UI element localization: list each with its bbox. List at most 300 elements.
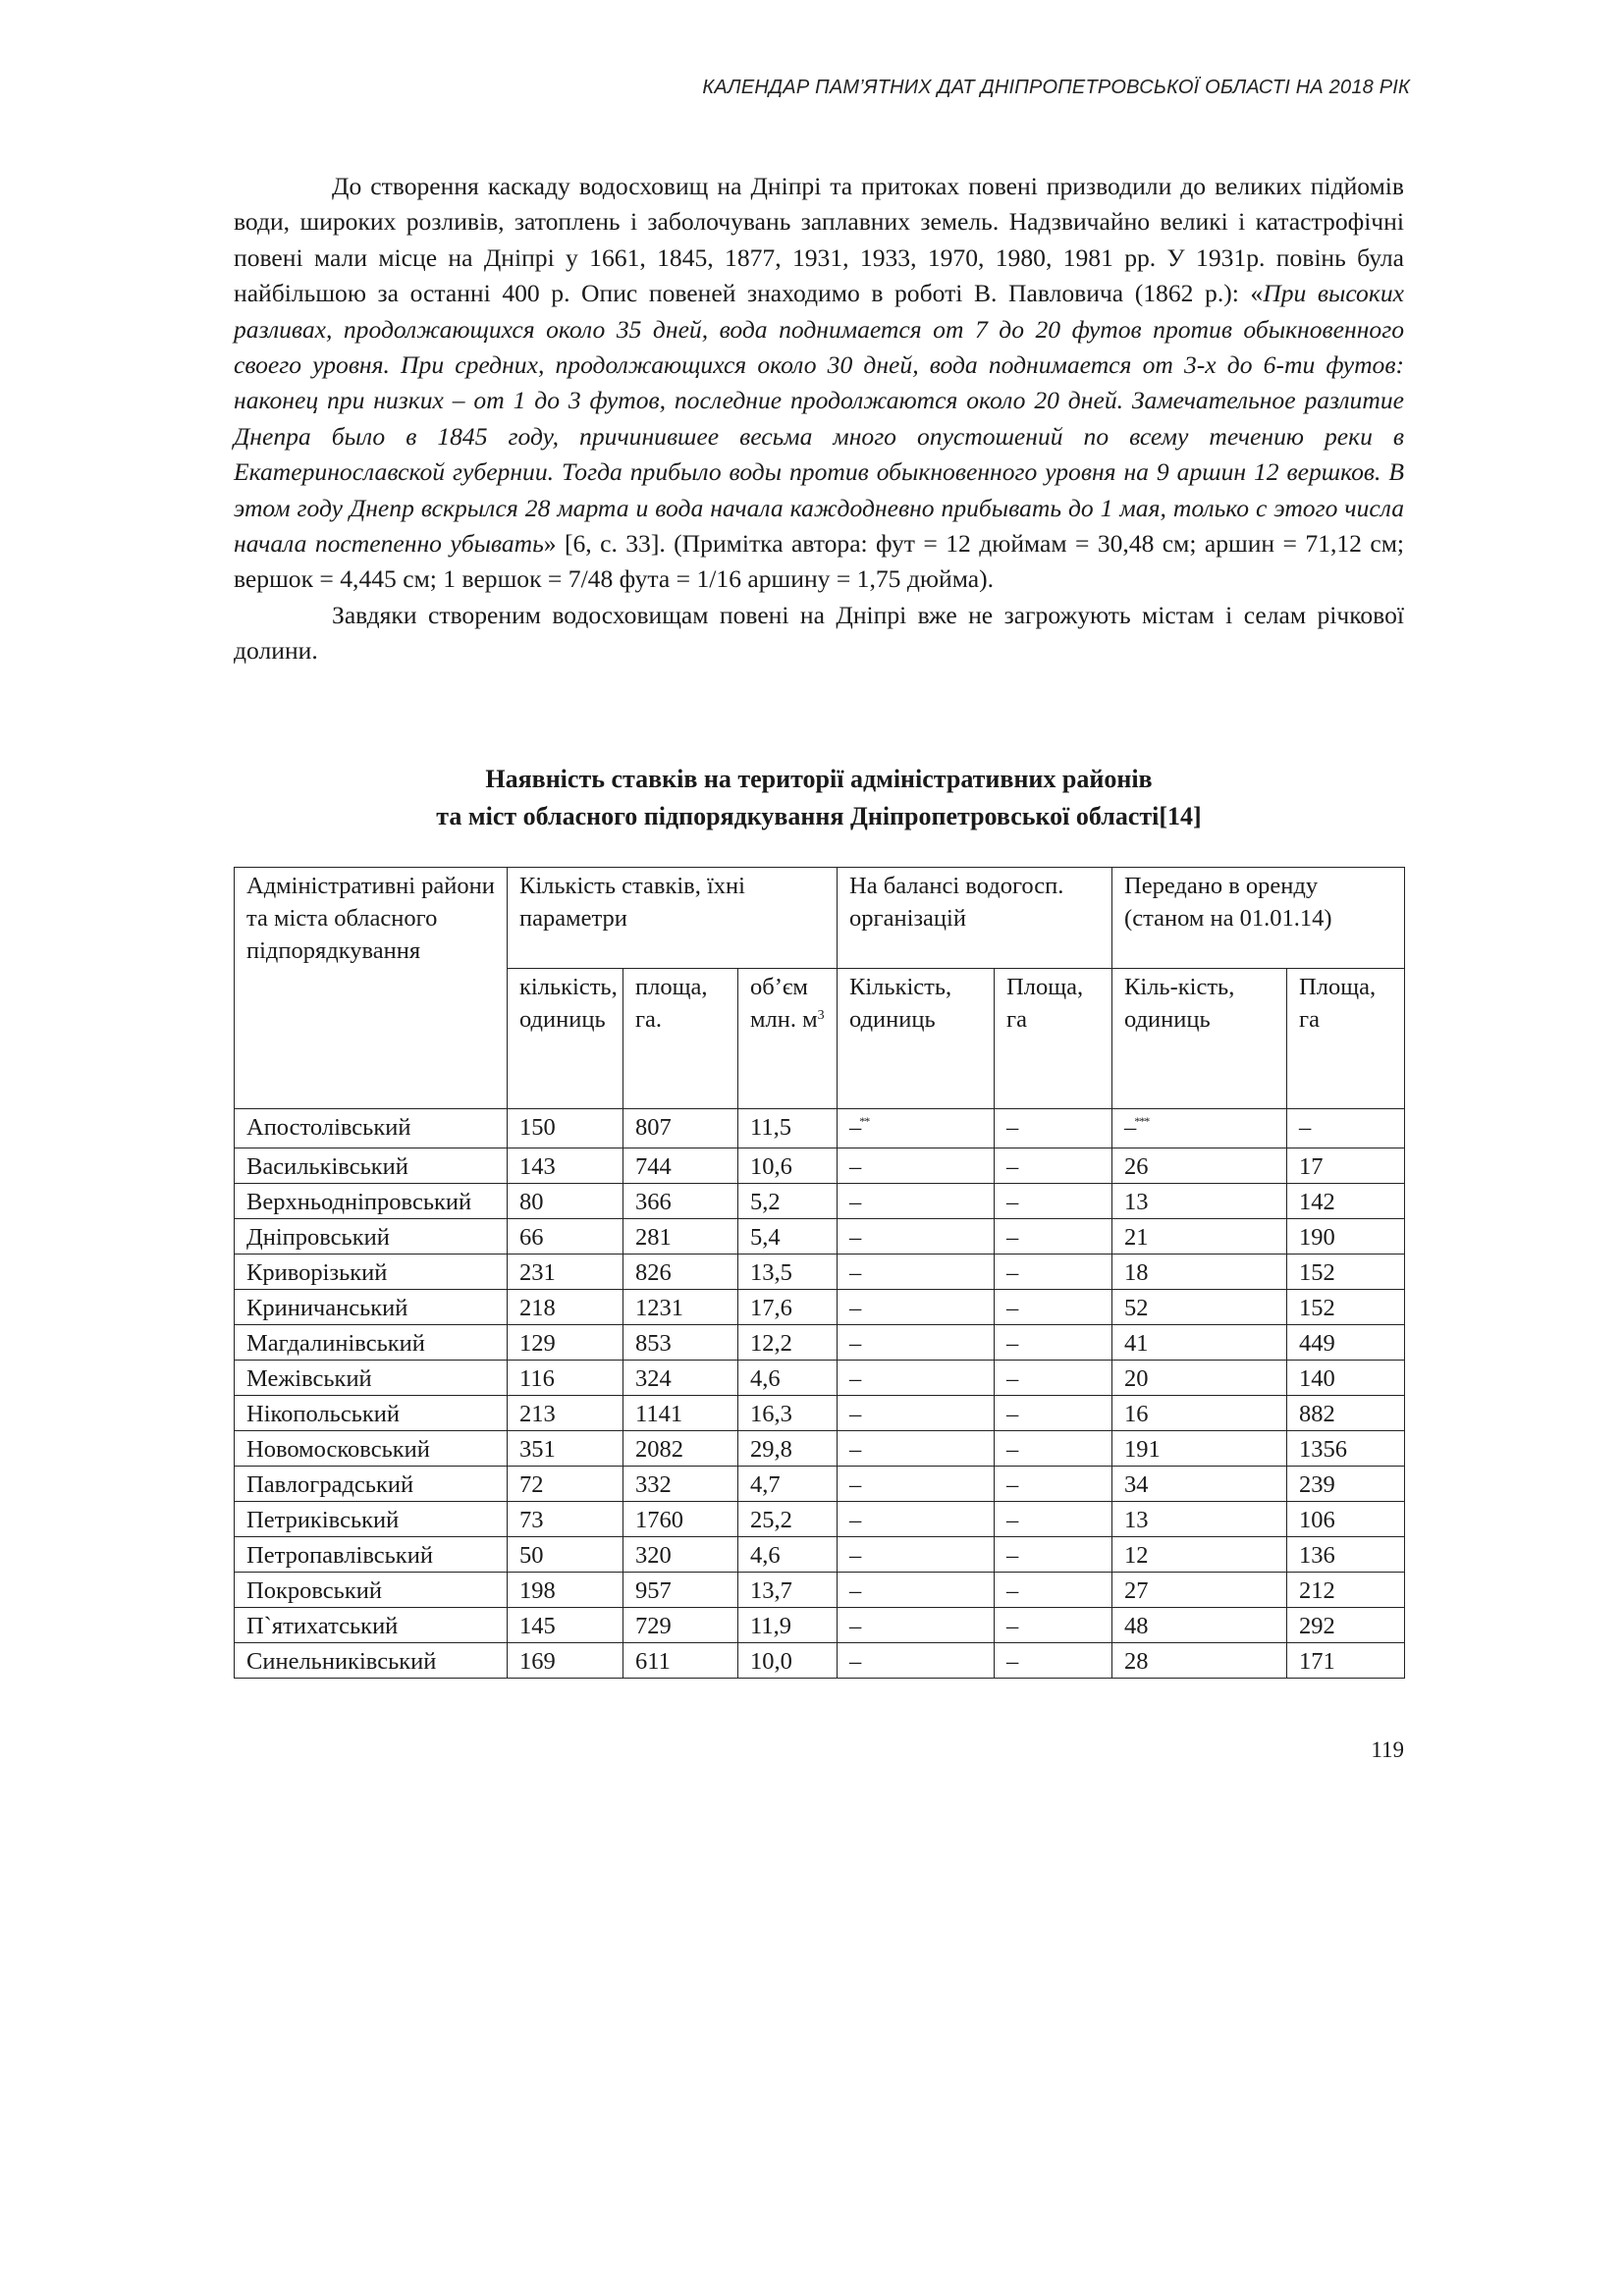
- cell-value: Криничанський: [246, 1295, 408, 1321]
- cell-volume: [738, 1396, 838, 1431]
- table-row: [235, 1325, 1405, 1361]
- cell-count: [508, 1396, 623, 1431]
- cell-value: –: [849, 1613, 862, 1639]
- cell-value: 807: [635, 1114, 672, 1141]
- cell-name: [235, 1255, 508, 1290]
- cell-bal-count: [838, 1184, 995, 1219]
- cell-value: Магдалинівський: [246, 1330, 425, 1357]
- cell-count: [508, 1255, 623, 1290]
- cell-lease-count: [1112, 1537, 1287, 1573]
- cell-value: Новомосковський: [246, 1436, 430, 1463]
- cell-count: [508, 1325, 623, 1361]
- cell-value: 4,6: [750, 1542, 781, 1569]
- cell-lease-area: [1287, 1255, 1405, 1290]
- cell-volume: [738, 1643, 838, 1679]
- cell-count: [508, 1361, 623, 1396]
- cell-value: 190: [1299, 1224, 1335, 1251]
- header-lease: Передано в оренду (станом на 01.01.14): [1112, 868, 1405, 969]
- cell-bal-count: [838, 1361, 995, 1396]
- cell-value: 449: [1299, 1330, 1335, 1357]
- cell-bal-count: [838, 1573, 995, 1608]
- cell-value: 218: [519, 1295, 556, 1321]
- cell-bal-count: [838, 1502, 995, 1537]
- cell-value: 957: [635, 1577, 672, 1604]
- cell-value: 1356: [1299, 1436, 1348, 1463]
- superscript-3: 3: [817, 1008, 825, 1023]
- cell-value: –: [849, 1542, 862, 1569]
- cell-value: 5,4: [750, 1224, 781, 1251]
- cell-value: –: [1006, 1330, 1019, 1357]
- table-row: [235, 1219, 1405, 1255]
- cell-value: –: [1006, 1153, 1019, 1180]
- cell-value: 17: [1299, 1153, 1324, 1180]
- cell-value: 26: [1124, 1153, 1149, 1180]
- cell-bal-area: [995, 1608, 1112, 1643]
- cell-lease-count: [1112, 1467, 1287, 1502]
- cell-value: 11,5: [750, 1114, 791, 1141]
- cell-value: 106: [1299, 1507, 1335, 1533]
- cell-bal-area: [995, 1431, 1112, 1467]
- cell-value: 324: [635, 1365, 672, 1392]
- cell-value: –: [1006, 1542, 1019, 1569]
- cell-count: [508, 1502, 623, 1537]
- cell-count: [508, 1219, 623, 1255]
- cell-lease-count: [1112, 1255, 1287, 1290]
- subheader-count: кількість, одиниць: [508, 969, 623, 1109]
- header-region: Адміністративні райони та міста обласного підпорядкування: [235, 868, 508, 1109]
- cell-value: –: [849, 1259, 862, 1286]
- cell-bal-count: [838, 1325, 995, 1361]
- cell-value: 72: [519, 1471, 544, 1498]
- cell-name: [235, 1643, 508, 1679]
- cell-count: [508, 1148, 623, 1184]
- cell-value: 4,6: [750, 1365, 781, 1392]
- cell-value: 28: [1124, 1648, 1149, 1675]
- cell-area: [623, 1431, 738, 1467]
- page-number: 119: [1371, 1737, 1404, 1762]
- cell-value: Дніпровський: [246, 1224, 390, 1251]
- cell-area: [623, 1643, 738, 1679]
- cell-volume: [738, 1431, 838, 1467]
- cell-value: 853: [635, 1330, 672, 1357]
- cell-area: [623, 1290, 738, 1325]
- table-row: [235, 1396, 1405, 1431]
- cell-value: 744: [635, 1153, 672, 1180]
- cell-value: П`ятихатський: [246, 1613, 399, 1639]
- cell-area: [623, 1325, 738, 1361]
- cell-value: Синельниківський: [246, 1648, 437, 1675]
- cell-bal-count: [838, 1608, 995, 1643]
- cell-count: [508, 1608, 623, 1643]
- cell-lease-area: [1287, 1608, 1405, 1643]
- cell-bal-count: [838, 1431, 995, 1467]
- cell-value: Верхньодніпровський: [246, 1189, 472, 1215]
- table-row: [235, 1431, 1405, 1467]
- cell-name: [235, 1148, 508, 1184]
- cell-value: 191: [1124, 1436, 1161, 1463]
- cell-lease-count: [1112, 1643, 1287, 1679]
- paragraph-text: До створення каскаду водосховищ на Дніпрі та притоках повені призводили до великих підйомів води, широких розливів, затоплень і заболочувань заплавних земель. Надзвичайно великі і катастрофічні повені мали місце на Дніпрі у 1661, 1845, 1877, 1931, 1933, 1970, 1980, 1981 рр. У 1931р. повінь була найбільшою за останні 400 р. Опис повеней знаходимо в роботі В. Павловича (1862 р.): «: [234, 172, 1404, 308]
- cell-lease-count: [1112, 1184, 1287, 1219]
- cell-bal-count: [838, 1643, 995, 1679]
- cell-volume: [738, 1573, 838, 1608]
- cell-value: –: [1124, 1114, 1137, 1141]
- cell-bal-area: [995, 1361, 1112, 1396]
- cell-value: 1760: [635, 1507, 683, 1533]
- cell-bal-count: [838, 1396, 995, 1431]
- subheader-lease-area: Площа, га: [1287, 969, 1405, 1109]
- cell-area: [623, 1608, 738, 1643]
- cell-value: 198: [519, 1577, 556, 1604]
- table-header-row: [235, 868, 1405, 969]
- cell-value: –: [849, 1436, 862, 1463]
- table-row: [235, 1361, 1405, 1396]
- cell-value: 152: [1299, 1295, 1335, 1321]
- table-title-line2: та міст обласного підпорядкування Дніпропетровської області[14]: [436, 802, 1202, 830]
- cell-area: [623, 1219, 738, 1255]
- cell-value: –: [1006, 1613, 1019, 1639]
- table-row: [235, 1290, 1405, 1325]
- cell-lease-count: [1112, 1502, 1287, 1537]
- cell-value: –: [1006, 1365, 1019, 1392]
- subheader-volume-text: об’єм млн. м: [750, 974, 818, 1033]
- cell-value: 13,7: [750, 1577, 792, 1604]
- cell-lease-count: [1112, 1109, 1287, 1148]
- cell-area: [623, 1537, 738, 1573]
- cell-value: 213: [519, 1401, 556, 1427]
- table-row: [235, 1148, 1405, 1184]
- cell-area: [623, 1396, 738, 1431]
- cell-value: 29,8: [750, 1436, 792, 1463]
- cell-lease-area: [1287, 1502, 1405, 1537]
- cell-volume: [738, 1255, 838, 1290]
- cell-value: 73: [519, 1507, 544, 1533]
- cell-value: –: [1006, 1401, 1019, 1427]
- cell-lease-area: [1287, 1290, 1405, 1325]
- cell-value: 136: [1299, 1542, 1335, 1569]
- cell-bal-area: [995, 1643, 1112, 1679]
- cell-name: [235, 1431, 508, 1467]
- cell-bal-count: [838, 1219, 995, 1255]
- cell-value: –: [849, 1577, 862, 1604]
- cell-value: 171: [1299, 1648, 1335, 1675]
- cell-volume: [738, 1148, 838, 1184]
- cell-value: 5,2: [750, 1189, 781, 1215]
- cell-value: 152: [1299, 1259, 1335, 1286]
- cell-lease-count: [1112, 1396, 1287, 1431]
- cell-area: [623, 1109, 738, 1148]
- cell-count: [508, 1109, 623, 1148]
- cell-value: Покровський: [246, 1577, 382, 1604]
- cell-name: [235, 1184, 508, 1219]
- cell-value: 882: [1299, 1401, 1335, 1427]
- quotation-pavlovich: При высоких разливах, продолжающихся около 35 дней, вода поднимается от 7 до 20 футов против обыкновенного своего уровня. При средних, продолжающихся около 30 дней, вода поднимается от 3-х до 6-ти футов: наконец при низких – от 1 до 3 футов, последние продолжаются около 20 дней. Замечательное разлитие Днепра было в 1845 году, причинившее весьма много опустошений по всему течению реки в Екатеринославской губернии. Тогда прибыло воды против обыкновенного уровня на 9 аршин 12 вершков. В этом году Днепр вскрылся 28 марта и вода начала каждодневно прибывать до 1 мая, только с этого числа начала постепенно убывать: [234, 279, 1404, 559]
- cell-bal-area: [995, 1537, 1112, 1573]
- cell-name: [235, 1109, 508, 1148]
- table-row: [235, 1573, 1405, 1608]
- cell-value: –: [849, 1114, 862, 1141]
- cell-value: 611: [635, 1648, 671, 1675]
- cell-value: –: [849, 1401, 862, 1427]
- cell-area: [623, 1184, 738, 1219]
- cell-bal-count: [838, 1290, 995, 1325]
- table-row: [235, 1467, 1405, 1502]
- cell-value: 12,2: [750, 1330, 792, 1357]
- cell-value: 16: [1124, 1401, 1149, 1427]
- cell-value: 27: [1124, 1577, 1149, 1604]
- cell-lease-area: [1287, 1396, 1405, 1431]
- table-row: [235, 1643, 1405, 1679]
- cell-name: [235, 1396, 508, 1431]
- cell-name: [235, 1290, 508, 1325]
- cell-lease-area: [1287, 1467, 1405, 1502]
- cell-bal-area: [995, 1325, 1112, 1361]
- cell-lease-count: [1112, 1361, 1287, 1396]
- cell-value: 13,5: [750, 1259, 792, 1286]
- cell-lease-area: [1287, 1537, 1405, 1573]
- cell-value: –: [849, 1153, 862, 1180]
- cell-value: –: [1006, 1295, 1019, 1321]
- cell-volume: [738, 1325, 838, 1361]
- cell-bal-area: [995, 1109, 1112, 1148]
- cell-name: [235, 1502, 508, 1537]
- running-header: КАЛЕНДАР ПАМ’ЯТНИХ ДАТ ДНІПРОПЕТРОВСЬКОЇ ОБЛАСТІ НА 2018 РІК: [702, 77, 1410, 98]
- cell-value: 21: [1124, 1224, 1149, 1251]
- cell-value: 116: [519, 1365, 555, 1392]
- cell-volume: [738, 1502, 838, 1537]
- cell-bal-count: [838, 1467, 995, 1502]
- cell-value: 13: [1124, 1507, 1149, 1533]
- table-row: [235, 1537, 1405, 1573]
- cell-value: 729: [635, 1613, 672, 1639]
- cell-value: 320: [635, 1542, 672, 1569]
- cell-area: [623, 1361, 738, 1396]
- cell-name: [235, 1608, 508, 1643]
- cell-name: [235, 1325, 508, 1361]
- cell-count: [508, 1537, 623, 1573]
- cell-value: 292: [1299, 1613, 1335, 1639]
- cell-value: 34: [1124, 1471, 1149, 1498]
- cell-value: 143: [519, 1153, 556, 1180]
- cell-value: 10,0: [750, 1648, 792, 1675]
- header-balance: На балансі водогосп. організацій: [838, 868, 1112, 969]
- cell-value: Васильківський: [246, 1153, 408, 1180]
- cell-value: 212: [1299, 1577, 1335, 1604]
- paragraph-reservoirs: Завдяки створеним водосховищам повені на Дніпрі вже не загрожують містам і селам річкової долини.: [234, 600, 1404, 666]
- cell-value: 1231: [635, 1295, 683, 1321]
- cell-value: Апостолівський: [246, 1114, 411, 1141]
- cell-value: 332: [635, 1471, 672, 1498]
- cell-volume: [738, 1608, 838, 1643]
- cell-value: –: [849, 1295, 862, 1321]
- cell-bal-count: [838, 1537, 995, 1573]
- table-title: [234, 761, 1404, 835]
- cell-lease-area: [1287, 1361, 1405, 1396]
- cell-lease-area: [1287, 1573, 1405, 1608]
- cell-lease-count: [1112, 1148, 1287, 1184]
- cell-volume: [738, 1290, 838, 1325]
- cell-value: 10,6: [750, 1153, 792, 1180]
- table-row: [235, 1184, 1405, 1219]
- cell-area: [623, 1467, 738, 1502]
- cell-lease-area: [1287, 1325, 1405, 1361]
- cell-volume: [738, 1109, 838, 1148]
- cell-bal-area: [995, 1184, 1112, 1219]
- cell-value: –: [1299, 1114, 1312, 1141]
- cell-value: –: [849, 1224, 862, 1251]
- table-row: [235, 1608, 1405, 1643]
- subheader-volume: [738, 969, 838, 1109]
- cell-name: [235, 1467, 508, 1502]
- cell-value: –: [849, 1507, 862, 1533]
- cell-bal-area: [995, 1502, 1112, 1537]
- cell-bal-count: [838, 1148, 995, 1184]
- cell-bal-area: [995, 1290, 1112, 1325]
- cell-value: –: [849, 1365, 862, 1392]
- cell-value: 145: [519, 1613, 556, 1639]
- cell-area: [623, 1148, 738, 1184]
- cell-value: 150: [519, 1114, 556, 1141]
- cell-value: 826: [635, 1259, 672, 1286]
- cell-value: –: [1006, 1259, 1019, 1286]
- cell-lease-area: [1287, 1643, 1405, 1679]
- cell-count: [508, 1573, 623, 1608]
- footnote-mark-balance: **: [859, 1114, 870, 1128]
- cell-value: –: [1006, 1224, 1019, 1251]
- table-row: [235, 1255, 1405, 1290]
- subheader-balance-count: Кількість, одиниць: [838, 969, 995, 1109]
- cell-value: 66: [519, 1224, 544, 1251]
- cell-value: Петриківський: [246, 1507, 400, 1533]
- cell-value: 1141: [635, 1401, 683, 1427]
- cell-value: –: [849, 1189, 862, 1215]
- cell-lease-count: [1112, 1325, 1287, 1361]
- cell-value: Межівський: [246, 1365, 372, 1392]
- header-ponds-parameters: Кількість ставків, їхні параметри: [508, 868, 838, 969]
- body-text: [234, 169, 1404, 669]
- cell-name: [235, 1361, 508, 1396]
- cell-lease-count: [1112, 1608, 1287, 1643]
- subheader-lease-count: Кіль-кість, одиниць: [1112, 969, 1287, 1109]
- cell-bal-area: [995, 1467, 1112, 1502]
- cell-bal-area: [995, 1148, 1112, 1184]
- cell-volume: [738, 1361, 838, 1396]
- cell-value: 239: [1299, 1471, 1335, 1498]
- cell-name: [235, 1537, 508, 1573]
- cell-value: 50: [519, 1542, 544, 1569]
- table-body: [235, 1109, 1405, 1679]
- cell-value: 25,2: [750, 1507, 792, 1533]
- cell-value: Нікопольський: [246, 1401, 401, 1427]
- cell-value: 231: [519, 1259, 556, 1286]
- cell-lease-count: [1112, 1573, 1287, 1608]
- paragraph-flood-history: [234, 169, 1404, 598]
- footnote-mark-lease: ***: [1134, 1114, 1150, 1128]
- subheader-balance-area: Площа, га: [995, 969, 1112, 1109]
- cell-value: 20: [1124, 1365, 1149, 1392]
- cell-bal-count: [838, 1255, 995, 1290]
- cell-lease-count: [1112, 1219, 1287, 1255]
- cell-area: [623, 1573, 738, 1608]
- cell-volume: [738, 1537, 838, 1573]
- cell-value: Павлоградський: [246, 1471, 414, 1498]
- cell-value: Криворізький: [246, 1259, 388, 1286]
- table-row: [235, 1109, 1405, 1148]
- cell-count: [508, 1643, 623, 1679]
- cell-value: 17,6: [750, 1295, 792, 1321]
- cell-lease-area: [1287, 1219, 1405, 1255]
- cell-value: 16,3: [750, 1401, 792, 1427]
- cell-value: –: [1006, 1436, 1019, 1463]
- cell-count: [508, 1431, 623, 1467]
- cell-volume: [738, 1184, 838, 1219]
- cell-value: –: [849, 1471, 862, 1498]
- cell-value: Петропавлівський: [246, 1542, 433, 1569]
- cell-value: 4,7: [750, 1471, 781, 1498]
- cell-value: 11,9: [750, 1613, 791, 1639]
- cell-lease-count: [1112, 1431, 1287, 1467]
- cell-bal-count: [838, 1109, 995, 1148]
- subheader-area: площа, га.: [623, 969, 738, 1109]
- cell-value: –: [849, 1330, 862, 1357]
- cell-name: [235, 1219, 508, 1255]
- cell-count: [508, 1184, 623, 1219]
- table-title-line1: Наявність ставків на території адміністративних районів: [485, 765, 1153, 793]
- cell-bal-area: [995, 1396, 1112, 1431]
- cell-value: 80: [519, 1189, 544, 1215]
- cell-value: –: [1006, 1471, 1019, 1498]
- cell-value: 52: [1124, 1295, 1149, 1321]
- cell-lease-count: [1112, 1290, 1287, 1325]
- cell-area: [623, 1502, 738, 1537]
- cell-count: [508, 1290, 623, 1325]
- cell-value: –: [1006, 1507, 1019, 1533]
- ponds-table: [234, 867, 1405, 1679]
- cell-volume: [738, 1219, 838, 1255]
- paragraph-text-tail: » [6, с. 33]. (Примітка автора: фут = 12 дюймам = 30,48 см; аршин = 71,12 см; вершок = 4,445 см; 1 вершок = 7/48 фута = 1/16 аршину = 1,75 дюйма).: [234, 529, 1404, 594]
- cell-value: 41: [1124, 1330, 1149, 1357]
- cell-name: [235, 1573, 508, 1608]
- cell-lease-area: [1287, 1431, 1405, 1467]
- cell-value: –: [1006, 1114, 1019, 1141]
- cell-bal-area: [995, 1573, 1112, 1608]
- cell-lease-area: [1287, 1109, 1405, 1148]
- cell-value: 140: [1299, 1365, 1335, 1392]
- cell-lease-area: [1287, 1184, 1405, 1219]
- cell-value: –: [1006, 1648, 1019, 1675]
- cell-count: [508, 1467, 623, 1502]
- cell-volume: [738, 1467, 838, 1502]
- cell-value: 18: [1124, 1259, 1149, 1286]
- cell-value: –: [849, 1648, 862, 1675]
- cell-value: –: [1006, 1189, 1019, 1215]
- table-row: [235, 1502, 1405, 1537]
- cell-value: 48: [1124, 1613, 1149, 1639]
- cell-value: 142: [1299, 1189, 1335, 1215]
- cell-bal-area: [995, 1219, 1112, 1255]
- cell-lease-area: [1287, 1148, 1405, 1184]
- cell-value: 169: [519, 1648, 556, 1675]
- cell-value: 13: [1124, 1189, 1149, 1215]
- cell-value: –: [1006, 1577, 1019, 1604]
- cell-value: 12: [1124, 1542, 1149, 1569]
- cell-area: [623, 1255, 738, 1290]
- cell-value: 366: [635, 1189, 672, 1215]
- cell-value: 281: [635, 1224, 672, 1251]
- cell-bal-area: [995, 1255, 1112, 1290]
- cell-value: 129: [519, 1330, 556, 1357]
- cell-value: 351: [519, 1436, 556, 1463]
